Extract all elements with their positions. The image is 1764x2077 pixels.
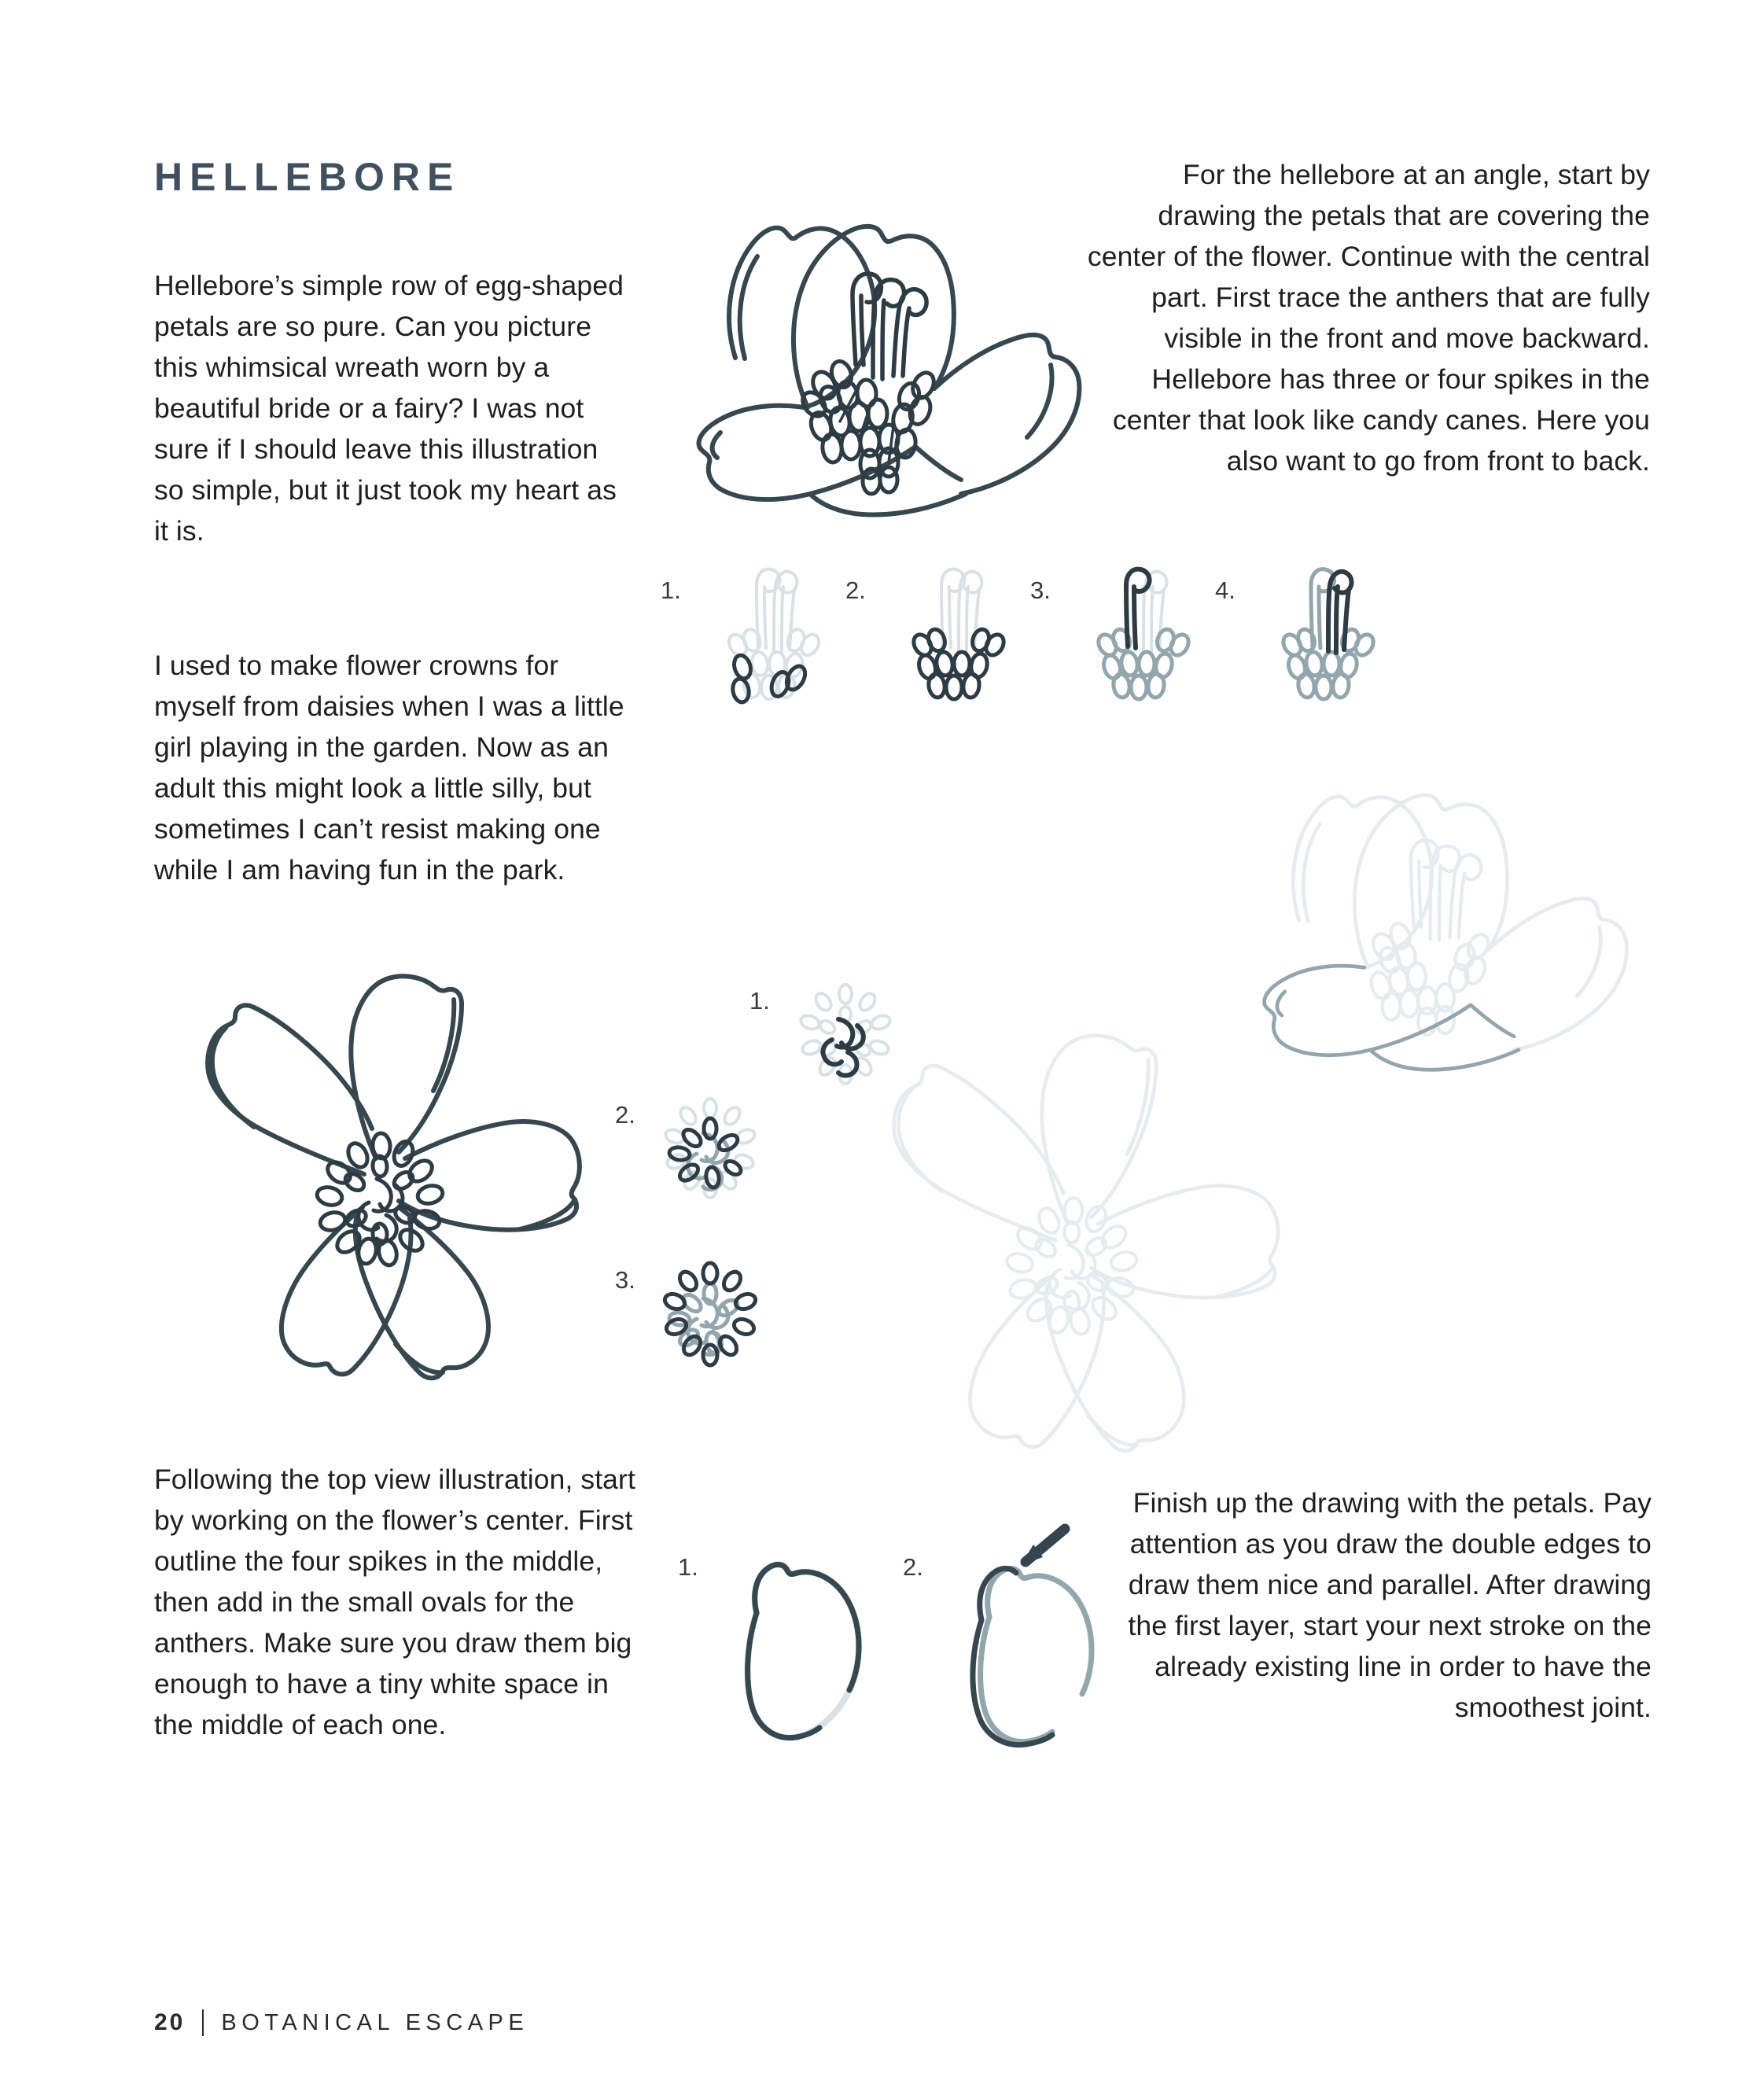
footer-book-title: BOTANICAL ESCAPE: [221, 2009, 529, 2035]
step-diagram-center-2: [651, 1089, 769, 1207]
step-label-petal-1: 1.: [678, 1553, 698, 1581]
paragraph-text: For the hellebore at an angle, start by drawing the petals that are covering the center of the flower. Continue with the central part. First trace the anthers that are fully visible in the front and move backward. Hellebore has three or four spikes in the center that look like candy canes. Here you also want to go from front to back.: [1087, 159, 1650, 477]
page-footer: [154, 2009, 528, 2036]
intro-paragraph: [154, 265, 626, 551]
step-label-stamen-4: 4.: [1215, 576, 1236, 604]
step-diagram-petal-1: [708, 1537, 889, 1766]
petal-instructions-paragraph: [1101, 1482, 1652, 1728]
footer-page-number: 20: [154, 2009, 186, 2035]
step-label-center-2: 2.: [615, 1101, 635, 1129]
anecdote-paragraph: [154, 645, 626, 890]
hellebore-top-view-ghost: [834, 1022, 1321, 1510]
paragraph-text: Following the top view illustration, start by working on the flower’s center. First outline the four spikes in the middle, then add in the small ovals for the anthers. Make sure you draw them big enough to have a tiny white space in the middle of each one.: [154, 1464, 635, 1740]
top-view-instructions-paragraph: [154, 1459, 642, 1745]
step-diagram-stamen-4: [1247, 558, 1404, 716]
step-label-stamen-1: 1.: [661, 576, 681, 604]
step-diagram-stamen-2: [877, 558, 1034, 716]
step-label-stamen-3: 3.: [1030, 576, 1051, 604]
step-label-center-1: 1.: [749, 987, 770, 1015]
step-label-petal-2: 2.: [903, 1553, 923, 1581]
step-diagram-petal-2: [933, 1518, 1129, 1770]
hellebore-top-view: [153, 963, 617, 1435]
paragraph-text: Finish up the drawing with the petals. Pay attention as you draw the double edges to draw them nice and parallel. After drawing the first layer, start your next stroke on the already existing line in order to have the smoothest joint.: [1128, 1487, 1652, 1723]
step-diagram-stamen-1: [692, 558, 849, 716]
angle-instructions-paragraph: [1077, 154, 1650, 481]
step-label-center-3: 3.: [615, 1266, 635, 1294]
paragraph-text: Hellebore’s simple row of egg-shaped petals are so pure. Can you picture this whimsical wreath worn by a beautiful bride or a fairy? I was not sure if I should leave this illustration so simple, but it just took my heart as it is.: [154, 270, 624, 547]
arrow-icon: [1021, 1529, 1065, 1565]
step-diagram-stamen-3: [1062, 558, 1219, 716]
paragraph-text: I used to make flower crowns for myself from daisies when I was a little girl playing in the garden. Now as an adult this might look a little silly, but sometimes I can’t resist making one while I am having fun in the park.: [154, 650, 624, 886]
step-label-stamen-2: 2.: [845, 576, 866, 604]
step-diagram-center-3: [651, 1254, 769, 1372]
footer-divider: [202, 2009, 204, 2036]
page-title: HELLEBORE: [154, 155, 461, 199]
hellebore-angle-view: [653, 197, 1046, 527]
